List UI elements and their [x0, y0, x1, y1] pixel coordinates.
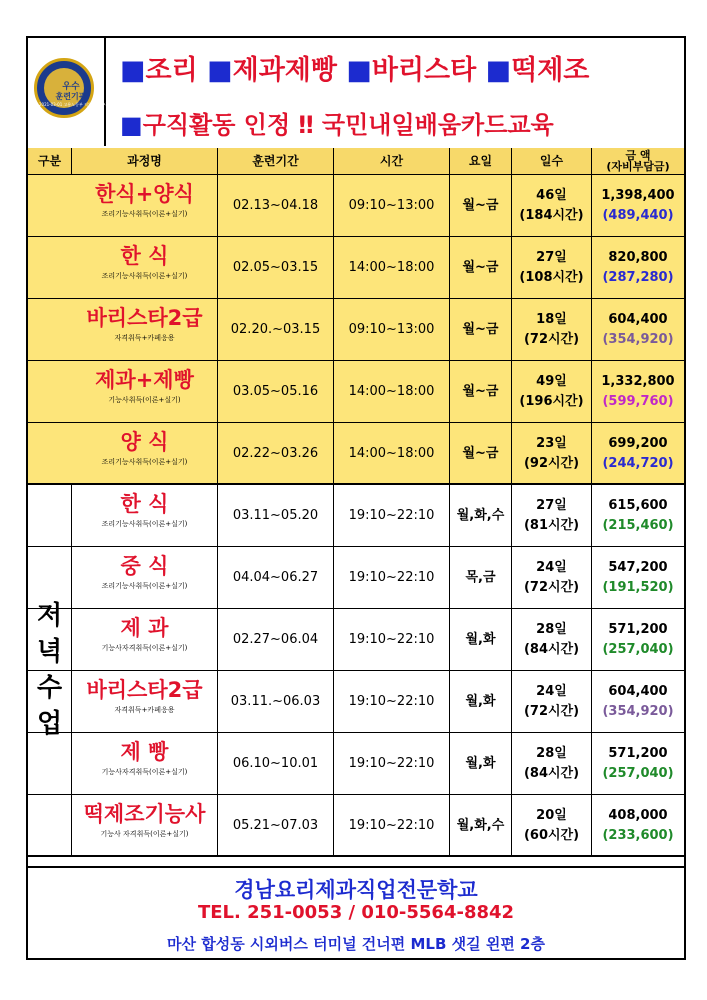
time-cell [334, 299, 450, 360]
badge-cell [28, 38, 119, 146]
tuition-amount: 604,400 [608, 684, 668, 699]
training-period: 03.11.~06.03 [230, 694, 321, 709]
class-time: 09:10~13:00 [348, 322, 435, 337]
col-amount: 금 액 (자비부담금) [606, 149, 670, 173]
period-cell [218, 299, 334, 360]
class-weekdays: 월,화,수 [456, 818, 505, 833]
tuition-amount: 547,200 [608, 560, 668, 575]
course-certificate: 자격취득+카페응용 [114, 706, 175, 714]
self-payment: (354,920) [602, 704, 674, 719]
course-certificate: 기능사자격취득(이론+실기) [101, 644, 188, 652]
duration-cell [512, 609, 592, 670]
duration-cell [512, 361, 592, 422]
col-time: 시간 [334, 148, 450, 174]
tuition-amount: 699,200 [608, 436, 668, 451]
course-certificate: 조리기능사취득(이론+실기) [101, 582, 188, 590]
weekday-cell [450, 485, 512, 546]
course-name: 바리스타2급 [86, 678, 203, 702]
period-cell [218, 423, 334, 484]
badge-line1: 우수 [62, 82, 80, 92]
period-cell [218, 795, 334, 856]
course-name: 한 식 [120, 244, 169, 268]
day-count: 27일 [536, 498, 567, 513]
course-certificate: 기능사 자격취득(이론+실기) [100, 830, 189, 838]
class-weekdays: 월,화 [465, 694, 496, 709]
course-row [28, 609, 684, 671]
time-cell [334, 547, 450, 608]
amount-cell [592, 237, 684, 298]
course-name-cell [72, 237, 218, 298]
group-label-evening: 저 녁 수 업 [28, 485, 72, 857]
col-period: 훈련기간 [218, 148, 334, 174]
headline-baking: 제과제빵 [232, 55, 337, 86]
total-hours: (72시간) [523, 332, 580, 347]
headline-ricecake: 떡제조 [511, 55, 590, 86]
course-row [28, 361, 684, 423]
course-row [28, 299, 684, 361]
class-time: 14:00~18:00 [348, 260, 435, 275]
tuition-amount: 820,800 [608, 250, 668, 265]
col-course: 과정명 [72, 148, 218, 174]
headline-barista: 바리스타 [371, 55, 477, 86]
day-count: 24일 [536, 560, 567, 575]
self-payment: (191,520) [602, 580, 674, 595]
self-payment: (354,920) [602, 332, 674, 347]
total-hours: (84시간) [523, 642, 580, 657]
self-payment: (257,040) [602, 642, 674, 657]
course-certificate: 조리기능사취득(이론+실기) [101, 520, 188, 528]
period-cell [218, 733, 334, 794]
course-certificate: 조리기능사취득(이론+실기) [101, 210, 188, 218]
time-cell [334, 733, 450, 794]
total-hours: (108시간) [519, 270, 584, 285]
badge-rim-text: 2021-03-01 고용노동부 직업능력심사평가원 [39, 102, 119, 107]
course-certificate: 조리기능사취득(이론+실기) [101, 458, 188, 466]
course-name: 중 식 [120, 554, 169, 578]
self-payment: (287,280) [602, 270, 674, 285]
total-hours: (72시간) [523, 704, 580, 719]
self-payment: (257,040) [602, 766, 674, 781]
amount-cell [592, 485, 684, 546]
course-name: 제 빵 [120, 740, 169, 764]
total-hours: (92시간) [523, 456, 580, 471]
course-name: 제과+제빵 [95, 368, 194, 392]
course-certificate: 기능사자격취득(이론+실기) [101, 768, 188, 776]
weekday-cell [450, 671, 512, 732]
tuition-amount: 408,000 [608, 808, 668, 823]
course-name-cell [72, 671, 218, 732]
period-cell [218, 547, 334, 608]
class-time: 14:00~18:00 [348, 384, 435, 399]
training-period: 03.11~05.20 [232, 508, 319, 523]
class-time: 19:10~22:10 [348, 632, 435, 647]
weekday-cell [450, 175, 512, 236]
period-cell [218, 237, 334, 298]
training-period: 02.27~06.04 [232, 632, 319, 647]
course-name: 떡제조기능사 [83, 802, 206, 826]
course-name: 바리스타2급 [86, 306, 203, 330]
time-cell [334, 237, 450, 298]
amount-cell [592, 361, 684, 422]
amount-cell [592, 795, 684, 856]
period-cell [218, 609, 334, 670]
col-weekday: 요일 [450, 148, 512, 174]
class-time: 14:00~18:00 [348, 446, 435, 461]
headline-card-education: ■구직활동 인정 ‼ 국민내일배움카드교육 [120, 111, 554, 139]
day-count: 49일 [536, 374, 567, 389]
time-cell [334, 485, 450, 546]
training-period: 03.05~05.16 [232, 384, 319, 399]
course-name-cell [72, 609, 218, 670]
day-count: 28일 [536, 746, 567, 761]
class-weekdays: 월,화,수 [456, 508, 505, 523]
day-count: 24일 [536, 684, 567, 699]
school-name: 경남요리제과직업전문학교 [234, 878, 478, 902]
duration-cell [512, 795, 592, 856]
class-time: 19:10~22:10 [348, 694, 435, 709]
course-name: 양 식 [120, 430, 169, 454]
course-name-cell [72, 485, 218, 546]
headline-cooking: 조리 [145, 55, 198, 86]
time-cell [334, 671, 450, 732]
training-period: 02.22~03.26 [232, 446, 319, 461]
class-weekdays: 월,화 [465, 756, 496, 771]
period-cell [218, 361, 334, 422]
weekday-cell [450, 423, 512, 484]
day-count: 46일 [536, 188, 567, 203]
weekday-cell [450, 299, 512, 360]
time-cell [334, 795, 450, 856]
total-hours: (60시간) [523, 828, 580, 843]
weekday-cell [450, 609, 512, 670]
duration-cell [512, 733, 592, 794]
day-count: 18일 [536, 312, 567, 327]
weekday-cell [450, 733, 512, 794]
period-cell [218, 671, 334, 732]
duration-cell [512, 299, 592, 360]
course-name-cell [72, 175, 218, 236]
course-row [28, 237, 684, 299]
class-time: 19:10~22:10 [348, 756, 435, 771]
course-name: 한 식 [120, 492, 169, 516]
day-count: 20일 [536, 808, 567, 823]
time-cell [334, 423, 450, 484]
course-certificate: 기능사취득(이론+실기) [108, 396, 181, 404]
tuition-amount: 571,200 [608, 622, 668, 637]
total-hours: (84시간) [523, 766, 580, 781]
weekday-cell [450, 795, 512, 856]
time-cell [334, 609, 450, 670]
excellent-institution-seal-icon [34, 58, 119, 118]
total-hours: (184시간) [519, 208, 584, 223]
headline-categories: ■조리 ■제과제빵 ■바리스타 ■떡제조 [120, 55, 590, 86]
self-payment: (215,460) [602, 518, 674, 533]
amount-cell [592, 175, 684, 236]
training-period: 02.20.~03.15 [230, 322, 321, 337]
class-time: 09:10~13:00 [348, 198, 435, 213]
course-name-cell [72, 299, 218, 360]
duration-cell [512, 423, 592, 484]
amount-cell [592, 671, 684, 732]
training-period: 02.13~04.18 [232, 198, 319, 213]
course-row [28, 547, 684, 609]
amount-cell [592, 299, 684, 360]
self-payment: (244,720) [602, 456, 674, 471]
tuition-amount: 1,332,800 [601, 374, 675, 389]
class-weekdays: 월~금 [462, 322, 499, 337]
training-period: 04.04~06.27 [232, 570, 319, 585]
course-name: 한식+양식 [95, 182, 194, 206]
duration-cell [512, 671, 592, 732]
course-row [28, 175, 684, 237]
day-count: 28일 [536, 622, 567, 637]
course-row [28, 795, 684, 857]
training-period: 02.05~03.15 [232, 260, 319, 275]
duration-cell [512, 485, 592, 546]
duration-cell [512, 237, 592, 298]
duration-cell [512, 547, 592, 608]
class-weekdays: 목,금 [465, 570, 496, 585]
course-certificate: 조리기능사취득(이론+실기) [101, 272, 188, 280]
amount-cell [592, 609, 684, 670]
class-time: 19:10~22:10 [348, 818, 435, 833]
amount-cell [592, 733, 684, 794]
flyer-frame [26, 36, 686, 960]
course-name-cell [72, 795, 218, 856]
tuition-amount: 604,400 [608, 312, 668, 327]
course-row [28, 671, 684, 733]
flyer-footer [28, 866, 684, 962]
period-cell [218, 175, 334, 236]
address: 마산 합성동 시외버스 터미널 건너편 MLB 샛길 왼편 2층 [167, 935, 545, 953]
training-period: 06.10~10.01 [232, 756, 319, 771]
tuition-amount: 1,398,400 [601, 188, 675, 203]
badge-line2: 훈련기관 [55, 92, 87, 101]
day-count: 23일 [536, 436, 567, 451]
weekday-cell [450, 361, 512, 422]
class-time: 19:10~22:10 [348, 570, 435, 585]
amount-cell [592, 547, 684, 608]
total-hours: (81시간) [523, 518, 580, 533]
period-cell [218, 485, 334, 546]
class-weekdays: 월~금 [462, 446, 499, 461]
class-weekdays: 월~금 [462, 198, 499, 213]
course-name-cell [72, 423, 218, 484]
course-row [28, 423, 684, 485]
self-payment: (489,440) [602, 208, 674, 223]
course-name-cell [72, 361, 218, 422]
col-duration: 일수 [512, 148, 592, 174]
self-payment: (233,600) [602, 828, 674, 843]
class-weekdays: 월~금 [462, 384, 499, 399]
course-name-cell [72, 733, 218, 794]
course-certificate: 자격취득+카페응용 [114, 334, 175, 342]
column-header-row [28, 148, 684, 175]
time-cell [334, 175, 450, 236]
flyer-header [28, 38, 684, 150]
class-weekdays: 월~금 [462, 260, 499, 275]
day-count: 27일 [536, 250, 567, 265]
total-hours: (196시간) [519, 394, 584, 409]
col-category: 구분 [28, 148, 72, 174]
course-name: 제 과 [120, 616, 169, 640]
tuition-amount: 571,200 [608, 746, 668, 761]
self-payment: (599,760) [602, 394, 674, 409]
class-time: 19:10~22:10 [348, 508, 435, 523]
training-period: 05.21~07.03 [232, 818, 319, 833]
amount-cell [592, 423, 684, 484]
phone-numbers: TEL. 251-0053 / 010-5564-8842 [197, 902, 515, 923]
weekday-cell [450, 237, 512, 298]
tuition-amount: 615,600 [608, 498, 668, 513]
weekday-cell [450, 547, 512, 608]
time-cell [334, 361, 450, 422]
duration-cell [512, 175, 592, 236]
course-row [28, 485, 684, 547]
class-weekdays: 월,화 [465, 632, 496, 647]
course-name-cell [72, 547, 218, 608]
total-hours: (72시간) [523, 580, 580, 595]
course-row [28, 733, 684, 795]
